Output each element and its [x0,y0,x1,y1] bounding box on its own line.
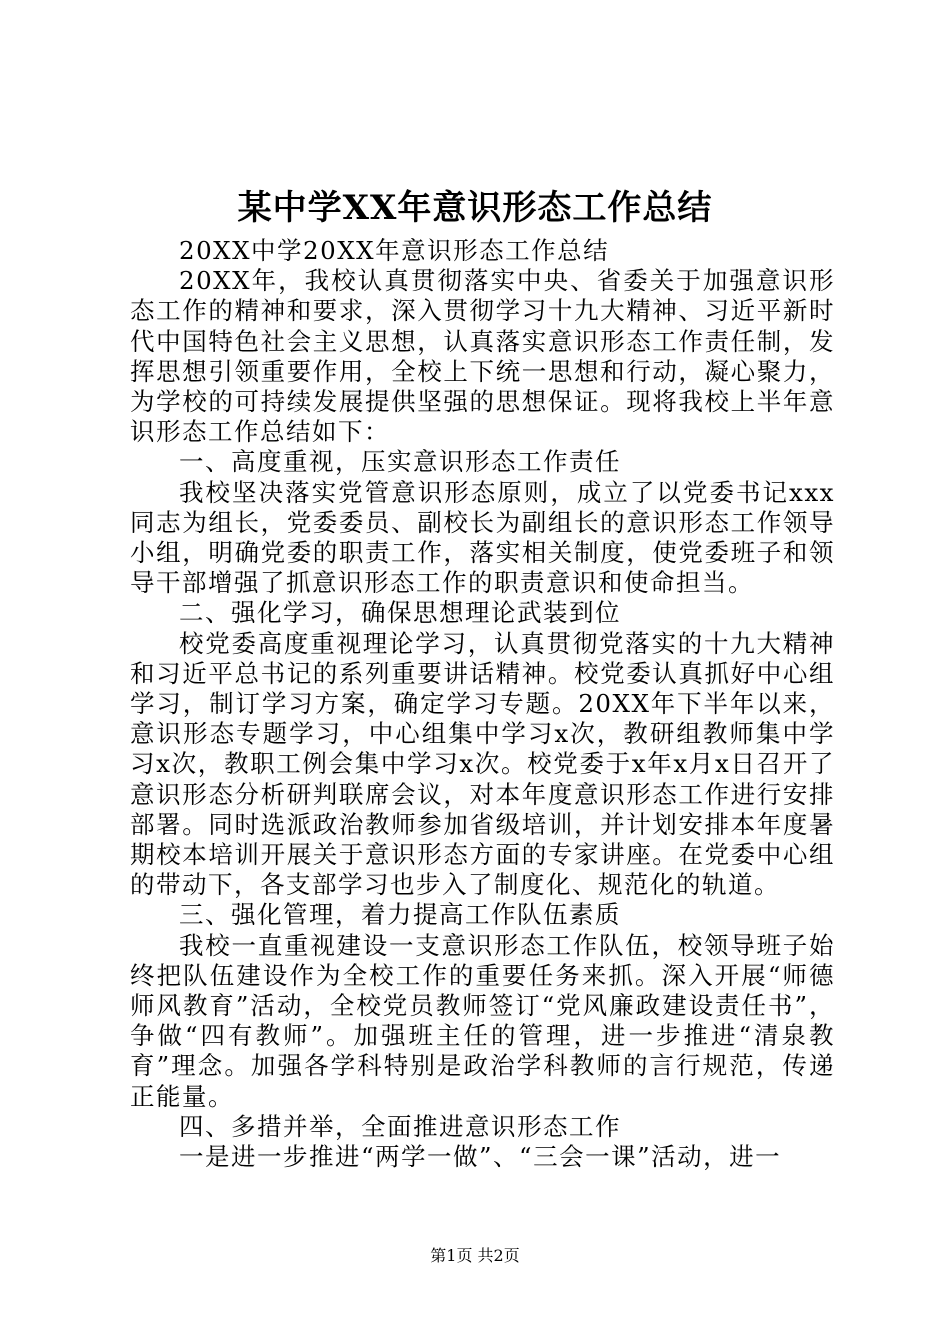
page-number-footer: 第1页 共2页 [430,1246,520,1265]
section-paragraph-1: 我校坚决落实党管意识形态原则，成立了以党委书记xxx同志为组长，党委委员、副校长为副组长的意识形态工作领导小组，明确党委的职责工作，落实相关制度，使党委班子和领导干部增强了抓意识形态工作的职责意识和使命担当。 [130,477,835,598]
section-heading-1: 一、高度重视，压实意识形态工作责任 [179,447,621,477]
document-subtitle: 20XX中学20XX年意识形态工作总结 [179,236,610,265]
document-body [130,236,835,1172]
section-paragraph-3: 我校一直重视建设一支意识形态工作队伍，校领导班子始终把队伍建设作为全校工作的重要任务来抓。深入开展“师德师风教育”活动，全校党员教师签订“党风廉政建设责任书”，争做“四有教师”。加强班主任的管理，进一步推进“清泉教育”理念。加强各学科特别是政治学科教师的言行规范，传递正能量。 [130,930,835,1111]
section-paragraph-2: 校党委高度重视理论学习，认真贯彻党落实的十九大精神和习近平总书记的系列重要讲话精神。校党委认真抓好中心组学习，制订学习方案，确定学习专题。20XX年下半年以来，意识形态专题学习，中心组集中学习x次，教研组教师集中学习x次，教职工例会集中学习x次。校党委于x年x月x日召开了意识形态分析研判联席会议，对本年度意识形态工作进行安排部署。同时选派政治教师参加省级培训，并计划安排本年度暑期校本培训开展关于意识形态方面的专家讲座。在党委中心组的带动下，各支部学习也步入了制度化、规范化的轨道。 [130,628,835,900]
section-heading-3: 三、强化管理，着力提高工作队伍素质 [179,900,621,930]
intro-paragraph: 20XX年，我校认真贯彻落实中央、省委关于加强意识形态工作的精神和要求，深入贯彻学习十九大精神、习近平新时代中国特色社会主义思想，认真落实意识形态工作责任制，发挥思想引领重要作用，全校上下统一思想和行动，凝心聚力，为学校的可持续发展提供坚强的思想保证。现将我校上半年意识形态工作总结如下： [130,266,835,447]
section-heading-4: 四、多措并举，全面推进意识形态工作 [179,1111,621,1141]
section-heading-2: 二、强化学习，确保思想理论武装到位 [179,598,621,628]
page-title: 某中学XX年意识形态工作总结 [237,188,713,228]
section-paragraph-4: 一是进一步推进“两学一做”、“三会一课”活动，进一 [179,1142,782,1172]
